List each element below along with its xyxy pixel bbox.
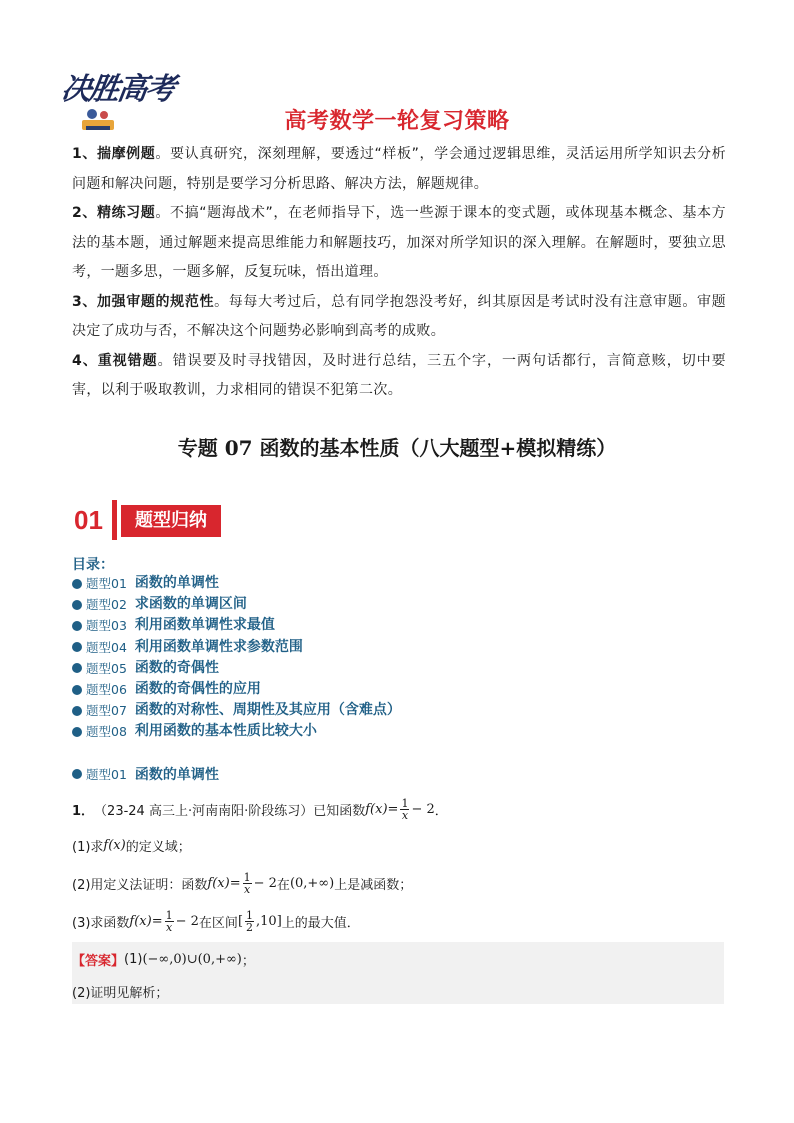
toc-item[interactable]: 题型04 利用函数单调性求参数范围 (72, 637, 401, 658)
bullet-icon (72, 621, 82, 631)
toc-item[interactable]: 题型08 利用函数的基本性质比较大小 (72, 721, 401, 742)
bullet-icon (72, 579, 82, 589)
answer-line-1: 【答案】 (1) (−∞,0)∪(0,+∞) ； (72, 952, 255, 969)
toc-item[interactable]: 题型02 求函数的单调区间 (72, 594, 401, 615)
strategy-item: 2、精练习题。不搞“题海战术”，在老师指导下，选一些源于课本的变式题，或体现基本概念、基本方法的基本题，通过解题来提高思维能力和解题技巧，加深对所学知识的深入理解。在解题时，要独立思考，一题多思，一题多解，反复玩味，悟出道理。 (72, 205, 726, 280)
topic-title: 专题 07 函数的基本性质（八大题型+模拟精练） (177, 436, 617, 460)
bullet-icon (72, 685, 82, 695)
toc-item[interactable]: 题型06 函数的奇偶性的应用 (72, 679, 401, 700)
toc-label: 目录： (72, 557, 114, 573)
toc-item[interactable]: 题型03 利用函数单调性求最值 (72, 615, 401, 636)
fraction: $\frac{1}{x}$ (243, 871, 251, 896)
question-part-1: (1)求 f(x) 的定义域； (72, 838, 191, 855)
strategy-item: 3、加强审题的规范性。每每大考过后，总有同学抱怨没考好，纠其原因是考试时没有注意审题。审题决定了成功与否，不解决这个问题势必影响到高考的成败。 (72, 293, 727, 339)
question-part-2: (2)用定义法证明：函数 f(x) = $\frac{1}{x}$ − 2 在 (0,+∞) 上是减函数； (72, 871, 413, 896)
bullet-icon (72, 727, 82, 737)
logo-text: 决胜高考 (59, 72, 176, 107)
table-of-contents (72, 573, 401, 743)
question-section-heading: 题型01 函数的单调性 (72, 764, 219, 784)
strategy-item: 1、揣摩例题。要认真研究，深刻理解，要透过“样板”，学会通过逻辑思维，灵活运用所学知识去分析问题和解决问题，特别是要学习分析思路、解决方法，解题规律。 (72, 146, 726, 192)
question-stem: 1． （23-24 高三上·河南南阳·阶段练习） 已知函数 f(x) = $\frac{1}{x}$ − 2 ． (72, 797, 448, 822)
strategy-item: 4、重视错题。错误要及时寻找错因，及时进行总结，三五个字，一两句话都行，言简意赅，切中要害，以利于吸取教训，力求相同的错误不犯第二次。 (72, 352, 726, 398)
fraction: $\frac{1}{x}$ (401, 797, 409, 822)
strategy-list (72, 140, 726, 406)
toc-item[interactable]: 题型05 函数的奇偶性 (72, 658, 401, 679)
bullet-icon (72, 706, 82, 716)
question-part-3: (3)求函数 f(x) = $\frac{1}{x}$ − 2 在区间 [ $\frac{1}{2}$ ,10] 上的最大值． (72, 909, 360, 934)
answer-line-2: (2)证明见解析； (72, 986, 169, 1001)
section-label: 题型归纳 (121, 505, 221, 537)
bullet-icon (72, 600, 82, 610)
fraction: $\frac{1}{2}$ (246, 909, 254, 934)
page-title: 高考数学一轮复习策略 (284, 109, 510, 134)
section-divider (112, 500, 117, 540)
bullet-icon (72, 769, 82, 779)
fraction: $\frac{1}{x}$ (165, 909, 173, 934)
bullet-icon (72, 663, 82, 673)
section-number: 01 (74, 505, 103, 535)
answer-tag: 【答案】 (72, 954, 125, 969)
bullet-icon (72, 642, 82, 652)
toc-item[interactable]: 题型07 函数的对称性、周期性及其应用（含难点） (72, 700, 401, 721)
toc-item[interactable]: 题型01 函数的单调性 (72, 573, 401, 594)
